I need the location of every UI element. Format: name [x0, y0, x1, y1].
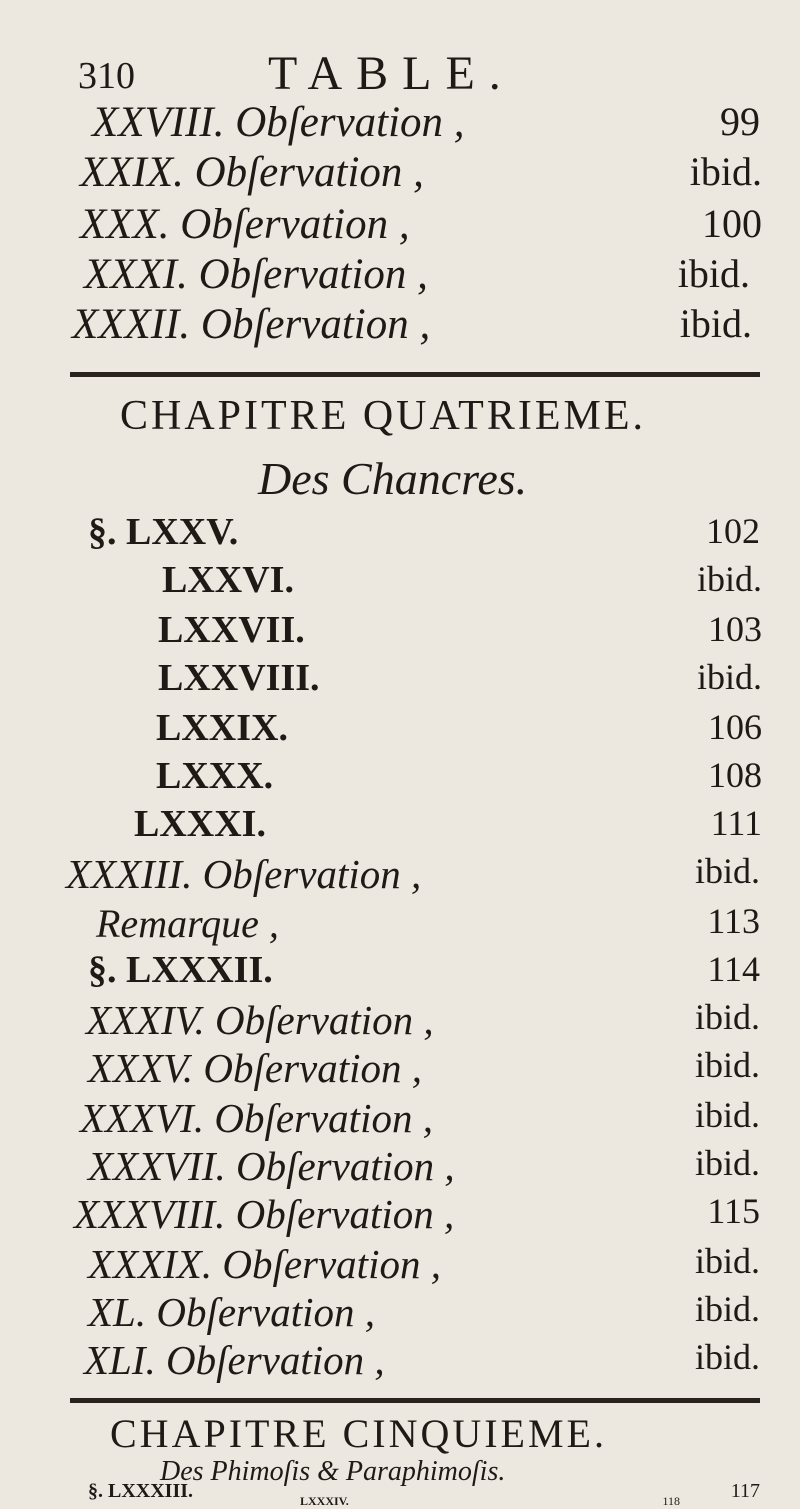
list-item [0, 608, 800, 660]
entry-label: XXXI. Obſervation , [84, 251, 428, 298]
entry-label: XXIX. Obſervation , [80, 149, 424, 196]
list-item [0, 1142, 800, 1194]
entry-label: XXXVII. Obſervation , [88, 1143, 455, 1189]
entry-page: ibid. [694, 851, 760, 891]
chapter-subtitle: Des Chancres. [258, 453, 528, 504]
entry-page: 115 [707, 1191, 760, 1231]
list-item [0, 706, 800, 758]
entry-page: ibid. [696, 559, 762, 599]
section-divider [70, 372, 760, 377]
entry-page: ibid. [694, 1095, 760, 1135]
list-item [0, 1240, 800, 1292]
entry-label: LXXVII. [158, 609, 305, 651]
entry-label: §. LXXXII. [88, 949, 273, 991]
entry-page: ibid. [689, 149, 762, 194]
chapter-title: CHAPITRE QUATRIEME. [120, 393, 646, 439]
list-item [0, 850, 800, 902]
entry-label: XXX. Obſervation , [80, 201, 410, 248]
entry-page: ibid. [679, 301, 752, 346]
list-item [0, 996, 800, 1048]
list-item [0, 250, 800, 302]
entry-page: 113 [707, 901, 760, 941]
entry-page: 114 [707, 949, 760, 989]
list-item [0, 300, 800, 352]
list-item [0, 98, 800, 150]
entry-label: XL. Obſervation , [88, 1289, 375, 1335]
page-number: 310 [78, 55, 135, 97]
entry-label: §. LXXV. [88, 511, 239, 553]
list-item [0, 948, 800, 1000]
list-item [0, 656, 800, 708]
entry-page: ibid. [694, 1241, 760, 1281]
entry-label: LXXXI. [134, 803, 266, 845]
entry-label: Remarque , [96, 901, 279, 946]
entry-page: 118 [662, 1494, 680, 1508]
entry-label: XXXVIII. Obſervation , [74, 1191, 455, 1237]
entry-page: 102 [706, 511, 760, 551]
entry-page: ibid. [694, 1289, 760, 1329]
list-item [0, 1288, 800, 1340]
entry-page: 106 [708, 707, 762, 747]
entry-page: 108 [708, 755, 762, 795]
entry-page: 103 [708, 609, 762, 649]
list-item [0, 754, 800, 806]
entry-label: LXXIX. [156, 707, 288, 749]
list-item [0, 148, 800, 200]
entry-label: LXXVI. [162, 559, 294, 601]
entry-page: ibid. [694, 997, 760, 1037]
entry-label: XXXVI. Obſervation , [80, 1095, 433, 1141]
list-item [0, 1190, 800, 1242]
list-item [0, 200, 800, 252]
entry-page: ibid. [696, 657, 762, 697]
entry-label: LXXXIV. [300, 1494, 349, 1508]
chapter-title: CHAPITRE CINQUIEME. [110, 1411, 607, 1456]
entry-page: ibid. [694, 1045, 760, 1085]
list-item [0, 558, 800, 610]
entry-label: XXXIII. Obſervation , [66, 851, 422, 897]
entry-page: 117 [730, 1480, 760, 1502]
entry-page: ibid. [694, 1337, 760, 1377]
entry-page: 111 [710, 803, 762, 843]
list-item [0, 1494, 800, 1508]
entry-label: XXVIII. Obſervation , [92, 99, 465, 146]
list-item [0, 1336, 800, 1388]
entry-page: ibid. [694, 1143, 760, 1183]
entry-label: §. LXXXIII. [88, 1480, 194, 1502]
list-item [0, 1094, 800, 1146]
entry-label: XXXII. Obſervation , [72, 301, 431, 348]
running-title: TABLE. [268, 47, 515, 100]
list-item [0, 1044, 800, 1096]
list-item [0, 802, 800, 854]
chapter-subtitle: Des Phimoſis & Paraphimoſis. [160, 1456, 506, 1487]
entry-page: 100 [702, 201, 762, 246]
list-item [0, 900, 800, 952]
list-item [0, 510, 800, 562]
section-divider [70, 1398, 760, 1403]
entry-label: XXXIX. Obſervation , [88, 1241, 441, 1287]
entry-label: LXXVIII. [158, 657, 320, 699]
entry-page: 99 [720, 99, 760, 144]
entry-label: XLI. Obſervation , [84, 1337, 385, 1383]
entry-label: XXXV. Obſervation , [88, 1045, 423, 1091]
entry-page: ibid. [677, 251, 750, 296]
entry-label: XXXIV. Obſervation , [86, 997, 434, 1043]
entry-label: LXXX. [156, 755, 274, 797]
